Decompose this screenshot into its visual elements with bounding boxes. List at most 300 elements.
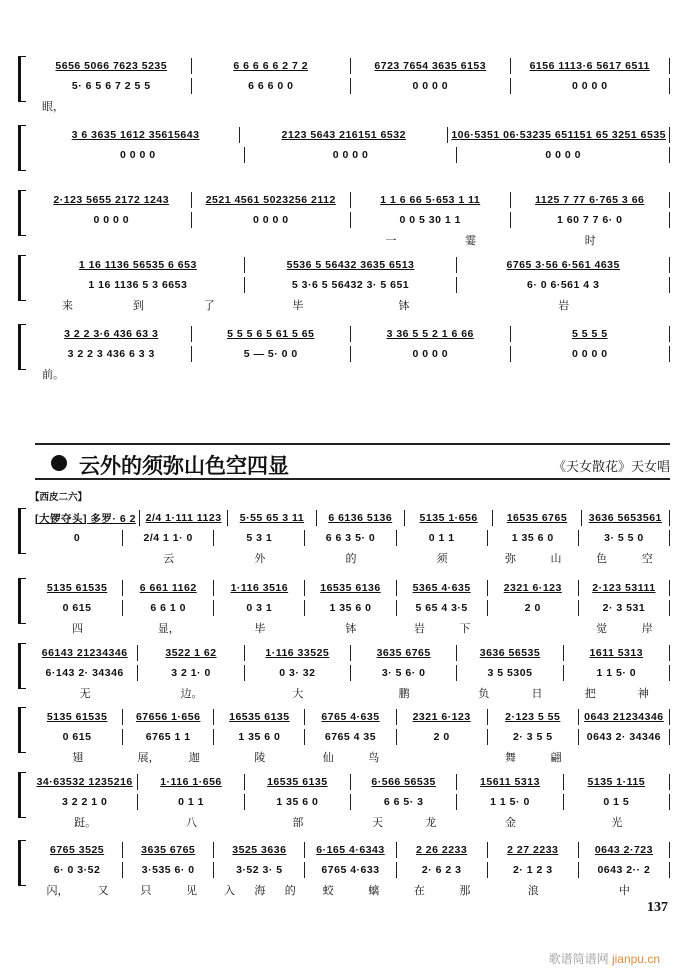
- measure: [123, 729, 214, 745]
- lyric-syllable: 前。: [42, 369, 64, 381]
- lyric-syllable: 岩: [413, 623, 425, 635]
- measure: [488, 600, 579, 616]
- measure: [138, 794, 244, 810]
- lyric-syllable: 展，: [137, 752, 160, 764]
- measure: [214, 530, 305, 546]
- notation: 6 6 6 6 6 2 7 2: [233, 60, 309, 72]
- measure: [305, 530, 396, 546]
- measure: [305, 842, 396, 858]
- measure: [457, 147, 670, 163]
- lyrics-measure: [32, 749, 123, 765]
- notation: 6765 4·633: [321, 864, 380, 876]
- lyrics-measure: [32, 550, 123, 566]
- notation: 3636 5653561: [588, 512, 662, 524]
- lyric-syllable: 时: [584, 235, 596, 247]
- song-attribution: 《天女散花》天女唱: [552, 460, 670, 475]
- measure: [32, 842, 123, 858]
- measure: [214, 862, 305, 878]
- lyric-syllable: 觉: [596, 623, 608, 635]
- notation: 16535 6765: [506, 512, 568, 524]
- lyric-syllable: 岩: [558, 300, 570, 312]
- lyrics-line: [32, 882, 670, 898]
- measure: [32, 257, 245, 273]
- measure: [305, 709, 396, 725]
- instrument-staff: [32, 645, 670, 661]
- lyrics-measure: [305, 749, 396, 765]
- notation: 2 0: [433, 731, 450, 743]
- lyric-syllable: 弥: [504, 553, 516, 565]
- measure: [493, 510, 581, 526]
- instrument-staff: [32, 842, 670, 858]
- lyric-syllable: 舞: [504, 752, 516, 764]
- measure: [397, 580, 488, 596]
- score-system: [18, 127, 670, 183]
- score-system: [18, 257, 670, 313]
- measure: [32, 510, 140, 526]
- lyrics-measure: [351, 814, 457, 830]
- lyric-syllable: 钵: [345, 623, 357, 635]
- notation: 3636 56535: [479, 647, 541, 659]
- notation: 6·165 4·6343: [316, 844, 385, 856]
- lyric-syllable: 在: [413, 885, 425, 897]
- notation: 0 1 1: [428, 532, 455, 544]
- lyrics-line: [32, 620, 670, 636]
- lyric-syllable: 鹏: [398, 688, 410, 700]
- measure: [138, 665, 244, 681]
- notation: 66143 21234346: [41, 647, 128, 659]
- song-title: 云外的须弥山色空四显: [79, 453, 289, 478]
- lyrics-measure: [397, 620, 488, 636]
- score-system: [18, 58, 670, 114]
- lyrics-measure: [32, 232, 192, 248]
- system-bracket: [18, 707, 26, 753]
- lyrics-measure: [32, 814, 138, 830]
- measure: [305, 600, 396, 616]
- notation: 5135 61535: [46, 711, 108, 723]
- measure: [564, 774, 670, 790]
- measure: [123, 600, 214, 616]
- notation: 1 35 6 0: [329, 602, 372, 614]
- lyric-syllable: 显，: [157, 623, 180, 635]
- lyric-syllable: 翩: [550, 752, 562, 764]
- notation: 5 5 5 6 5 61 5 65: [227, 328, 315, 340]
- lyrics-measure: [351, 232, 511, 248]
- notation: 6 6 5· 3: [383, 796, 424, 808]
- lyric-syllable: 鸟: [368, 752, 380, 764]
- notation: 6·143 2· 34346: [45, 667, 124, 679]
- score-system: [18, 192, 670, 248]
- notation: 2321 6·123: [412, 711, 471, 723]
- notation: 0643 21234346: [584, 711, 664, 723]
- notation: 0 0 0 0: [571, 80, 608, 92]
- instrument-staff: [32, 580, 670, 596]
- lyric-syllable: 把: [584, 688, 596, 700]
- notation: 6· 0 3·52: [53, 864, 101, 876]
- measure: [32, 346, 192, 362]
- measure: [192, 326, 352, 342]
- lyrics-measure: [214, 749, 305, 765]
- notation: 5135 61535: [46, 582, 108, 594]
- notation: 2· 1 2 3: [512, 864, 553, 876]
- notation: 1·116 1·656: [160, 776, 222, 788]
- vocal-staff: [32, 729, 670, 745]
- measure: [32, 192, 192, 208]
- lyric-syllable: 神: [637, 688, 649, 700]
- score-system: [18, 645, 670, 701]
- lyric-syllable: 入: [223, 885, 235, 897]
- notation: 5· 6 5 6 7 2 5 5: [71, 80, 151, 92]
- notation: 0 615: [62, 731, 92, 743]
- measure: [564, 794, 670, 810]
- notation: 34·63532 1235216: [36, 776, 133, 788]
- notation: 3 5 5305: [487, 667, 533, 679]
- measure: [32, 862, 123, 878]
- lyrics-measure: [138, 685, 244, 701]
- measure: [488, 729, 579, 745]
- system-bracket: [18, 578, 26, 624]
- measure: [488, 862, 579, 878]
- measure: [488, 842, 579, 858]
- vocal-staff: [32, 600, 670, 616]
- measure: [32, 794, 138, 810]
- system-bracket: [18, 125, 26, 171]
- notation: 5135 1·115: [587, 776, 646, 788]
- measure: [32, 580, 123, 596]
- measure: [564, 645, 670, 661]
- lyric-syllable: 中: [618, 885, 630, 897]
- lyrics-measure: [579, 882, 670, 898]
- measure: [32, 277, 245, 293]
- measure: [192, 212, 352, 228]
- notation: 5·55 65 3 11: [239, 512, 305, 524]
- notation: 6765 4 35: [324, 731, 377, 743]
- measure: [397, 862, 488, 878]
- lyric-syllable: 龙: [425, 817, 437, 829]
- measure: [32, 729, 123, 745]
- measure: [457, 665, 563, 681]
- notation: 1 1 6 66 5·653 1 11: [380, 194, 481, 206]
- notation: 1·116 33525: [265, 647, 330, 659]
- measure: [488, 580, 579, 596]
- lyric-syllable: 四: [72, 623, 84, 635]
- lyrics-line: [32, 685, 670, 701]
- measure: [245, 794, 351, 810]
- measure: [457, 257, 670, 273]
- measure: [457, 774, 563, 790]
- lyric-syllable: 毕: [254, 623, 266, 635]
- measure: [579, 709, 670, 725]
- lyrics-measure: [457, 685, 563, 701]
- lyric-syllable: 跹。: [74, 817, 97, 829]
- measure: [32, 774, 138, 790]
- measure: [457, 277, 670, 293]
- notation: 0 0 0 0: [571, 348, 608, 360]
- measure: [305, 729, 396, 745]
- notation: 2·123 5 55: [505, 711, 561, 723]
- notation: 6 6 6 0 0: [248, 80, 294, 92]
- notation: 1 1 5· 0: [490, 796, 530, 808]
- lyric-syllable: 钵: [398, 300, 410, 312]
- notation: 67656 1·656: [135, 711, 201, 723]
- lyrics-measure: [351, 685, 457, 701]
- lyric-syllable: 闪，: [46, 885, 69, 897]
- system-bracket: [18, 190, 26, 236]
- measure: [245, 257, 458, 273]
- lyric-syllable: 仙: [322, 752, 334, 764]
- measure: [582, 510, 670, 526]
- vocal-staff: [32, 277, 670, 293]
- lyric-syllable: 色: [596, 553, 608, 565]
- lyrics-measure: [32, 620, 123, 636]
- measure: [123, 862, 214, 878]
- notation: 0 1 5: [603, 796, 630, 808]
- system-bracket: [18, 840, 26, 886]
- instrument-staff: [32, 58, 670, 74]
- notation: 3· 5 5 0: [604, 532, 644, 544]
- lyrics-measure: [32, 297, 245, 313]
- measure: [245, 277, 458, 293]
- lyrics-measure: [123, 620, 214, 636]
- vocal-staff: [32, 78, 670, 94]
- notation: 1 35 6 0: [238, 731, 281, 743]
- measure: [32, 665, 138, 681]
- vocal-staff: [32, 147, 670, 163]
- measure: [579, 580, 670, 596]
- lyric-syllable: 海: [254, 885, 266, 897]
- score-system: [18, 774, 670, 830]
- notation: 5536 5 56432 3635 6513: [286, 259, 415, 271]
- measure: [138, 774, 244, 790]
- notation: 2·123 5655 2172 1243: [53, 194, 170, 206]
- notation: 1 1 5· 0: [596, 667, 637, 679]
- lyric-syllable: 部: [292, 817, 304, 829]
- notation: 2321 6·123: [503, 582, 562, 594]
- measure: [305, 580, 396, 596]
- score-system: [18, 326, 670, 382]
- notation: 0 0 0 0: [332, 149, 369, 161]
- notation: 3·52 3· 5: [236, 864, 283, 876]
- notation: 2 0: [524, 602, 541, 614]
- notation: 1·116 3516: [230, 582, 289, 594]
- measure: [245, 665, 351, 681]
- vocal-staff: [32, 346, 670, 362]
- lyric-syllable: 日: [531, 688, 543, 700]
- system-bracket: [18, 508, 26, 554]
- notation: 5365 4·635: [412, 582, 471, 594]
- lyrics-measure: [123, 550, 214, 566]
- instrument-staff: [32, 127, 670, 143]
- lyrics-line: [32, 550, 670, 566]
- measure: [351, 665, 457, 681]
- measure: [140, 510, 228, 526]
- lyrics-measure: [397, 550, 488, 566]
- notation: 6 661 1162: [139, 582, 197, 594]
- notation: 2 26 2233: [416, 844, 468, 856]
- lyric-syllable: 那: [459, 885, 471, 897]
- notation: 0643 2·723: [594, 844, 653, 856]
- mode-tag: 【西皮二六】: [30, 492, 88, 503]
- lyric-syllable: 金: [504, 817, 516, 829]
- lyrics-measure: [564, 814, 670, 830]
- lyric-syllable: 毕: [292, 300, 304, 312]
- measure: [397, 842, 488, 858]
- lyric-syllable: 负: [478, 688, 490, 700]
- lyric-syllable: 八: [185, 817, 197, 829]
- measure: [192, 192, 352, 208]
- notation: 6723 7654 3635 6153: [374, 60, 487, 72]
- lyric-syllable: 一: [385, 235, 397, 247]
- measure: [579, 862, 670, 878]
- measure: [511, 58, 671, 74]
- measure: [351, 794, 457, 810]
- lyrics-measure: [457, 814, 563, 830]
- lyrics-line: [32, 232, 670, 248]
- vocal-staff: [32, 665, 670, 681]
- measure: [405, 510, 493, 526]
- watermark: [549, 950, 660, 967]
- lyric-syllable: 陵: [254, 752, 266, 764]
- lyrics-measure: [123, 749, 214, 765]
- measure: [511, 346, 671, 362]
- notation: 0 0 0 0: [120, 149, 156, 161]
- notation: 6156 1113·6 5617 6511: [529, 60, 650, 72]
- lyric-syllable: 的: [345, 553, 357, 565]
- lyric-syllable: 岸: [641, 623, 653, 635]
- notation: 3 2 2 1 0: [61, 796, 108, 808]
- notation: 6765 3525: [50, 844, 105, 856]
- notation: 5 3·6 5 56432 3· 5 651: [291, 279, 410, 291]
- lyric-syllable: 须: [436, 553, 448, 565]
- song-header: [35, 448, 670, 478]
- measure: [351, 192, 511, 208]
- lyric-syllable: 蛟: [322, 885, 334, 897]
- lyrics-measure: [32, 882, 123, 898]
- measure: [511, 326, 671, 342]
- measure: [32, 212, 192, 228]
- measure: [351, 58, 511, 74]
- lyrics-measure: [488, 749, 579, 765]
- notation: 1 35 6 0: [276, 796, 319, 808]
- notation: 1 35 6 0: [511, 532, 554, 544]
- lyric-syllable: 来: [61, 300, 73, 312]
- lyrics-measure: [488, 620, 579, 636]
- lyrics-measure: [511, 232, 671, 248]
- measure: [448, 127, 670, 143]
- notation: 1125 7 77 6·765 3 66: [535, 194, 645, 206]
- notation: 3 2 1· 0: [171, 667, 211, 679]
- notation: 2/4 1 1· 0: [143, 532, 193, 544]
- lyric-syllable: 眼，: [42, 101, 64, 113]
- measure: [32, 78, 192, 94]
- lyric-syllable: 翅: [72, 752, 84, 764]
- notation: 3635 6765: [376, 647, 431, 659]
- lyrics-measure: [123, 882, 214, 898]
- notation: 16535 6135: [229, 711, 290, 723]
- watermark-cn: 歌谱简谱网: [548, 952, 609, 966]
- score-system: [18, 510, 670, 566]
- lyric-syllable: 的: [284, 885, 296, 897]
- notation: 5656 5066 7623 5235: [55, 60, 168, 72]
- notation: 3 36 5 5 2 1 6 66: [386, 328, 474, 340]
- notation: 6765 3·56 6·561 4635: [506, 259, 620, 271]
- notation: 3·535 6· 0: [141, 864, 195, 876]
- notation: 2123 5643 216151 6532: [281, 129, 406, 141]
- measure: [192, 346, 352, 362]
- notation: 0 615: [62, 602, 92, 614]
- notation: 1 16 1136 56535 6 653: [78, 259, 197, 271]
- lyrics-line: [32, 297, 670, 313]
- notation: 6· 0 6·561 4 3: [526, 279, 600, 291]
- measure: [579, 530, 670, 546]
- notation: 0643 2·· 2: [597, 864, 651, 876]
- instrument-staff: [32, 192, 670, 208]
- divider-bottom: [35, 478, 670, 480]
- notation: 0: [73, 532, 81, 544]
- vocal-staff: [32, 530, 670, 546]
- measure: [32, 147, 245, 163]
- measure: [397, 600, 488, 616]
- measure: [214, 842, 305, 858]
- measure: [397, 729, 488, 745]
- measure: [214, 600, 305, 616]
- lyric-syllable: 到: [132, 300, 144, 312]
- lyric-syllable: 光: [611, 817, 623, 829]
- lyric-syllable: 只: [140, 885, 152, 897]
- notation: [大锣夺头] 多罗· 6 2: [35, 512, 136, 525]
- notation: 1 16 1136 5 3 6653: [88, 279, 188, 291]
- lyrics-measure: [192, 232, 352, 248]
- notation: 0 0 0 0: [545, 149, 581, 161]
- lyrics-measure: [488, 882, 579, 898]
- lyric-syllable: 又: [97, 885, 109, 897]
- measure: [32, 645, 138, 661]
- measure: [351, 346, 511, 362]
- measure: [397, 709, 488, 725]
- measure: [317, 510, 405, 526]
- system-bracket: [18, 643, 26, 689]
- notation: 0 0 0 0: [93, 214, 130, 226]
- notation: 16535 6135: [267, 776, 328, 788]
- lyric-syllable: 霎: [465, 235, 477, 247]
- notation: 1 60 7 7 6· 0: [557, 214, 623, 226]
- measure: [32, 530, 123, 546]
- lyrics-measure: [488, 550, 579, 566]
- notation: 0 3· 32: [279, 667, 316, 679]
- system-bracket: [18, 56, 26, 102]
- bullet-icon: [51, 455, 67, 471]
- notation: 2·123 53111: [592, 582, 656, 594]
- lyrics-line: [32, 814, 670, 830]
- lyric-syllable: 下: [459, 623, 471, 635]
- lyrics-measure: [579, 620, 670, 636]
- lyrics-measure: [245, 297, 458, 313]
- notation: 3 6 3635 1612 35615643: [71, 129, 200, 141]
- measure: [32, 709, 123, 725]
- system-bracket: [18, 324, 26, 370]
- divider-top: [35, 443, 670, 445]
- measure: [511, 192, 671, 208]
- measure: [123, 842, 214, 858]
- score-system: [18, 580, 670, 636]
- measure: [488, 709, 579, 725]
- lyrics-measure: [214, 550, 305, 566]
- notation: 0 1 1: [178, 796, 204, 808]
- notation: 15611 5313: [480, 776, 540, 788]
- instrument-staff: [32, 774, 670, 790]
- lyric-syllable: 云: [163, 553, 175, 565]
- measure: [351, 645, 457, 661]
- page-number: 137: [647, 900, 668, 915]
